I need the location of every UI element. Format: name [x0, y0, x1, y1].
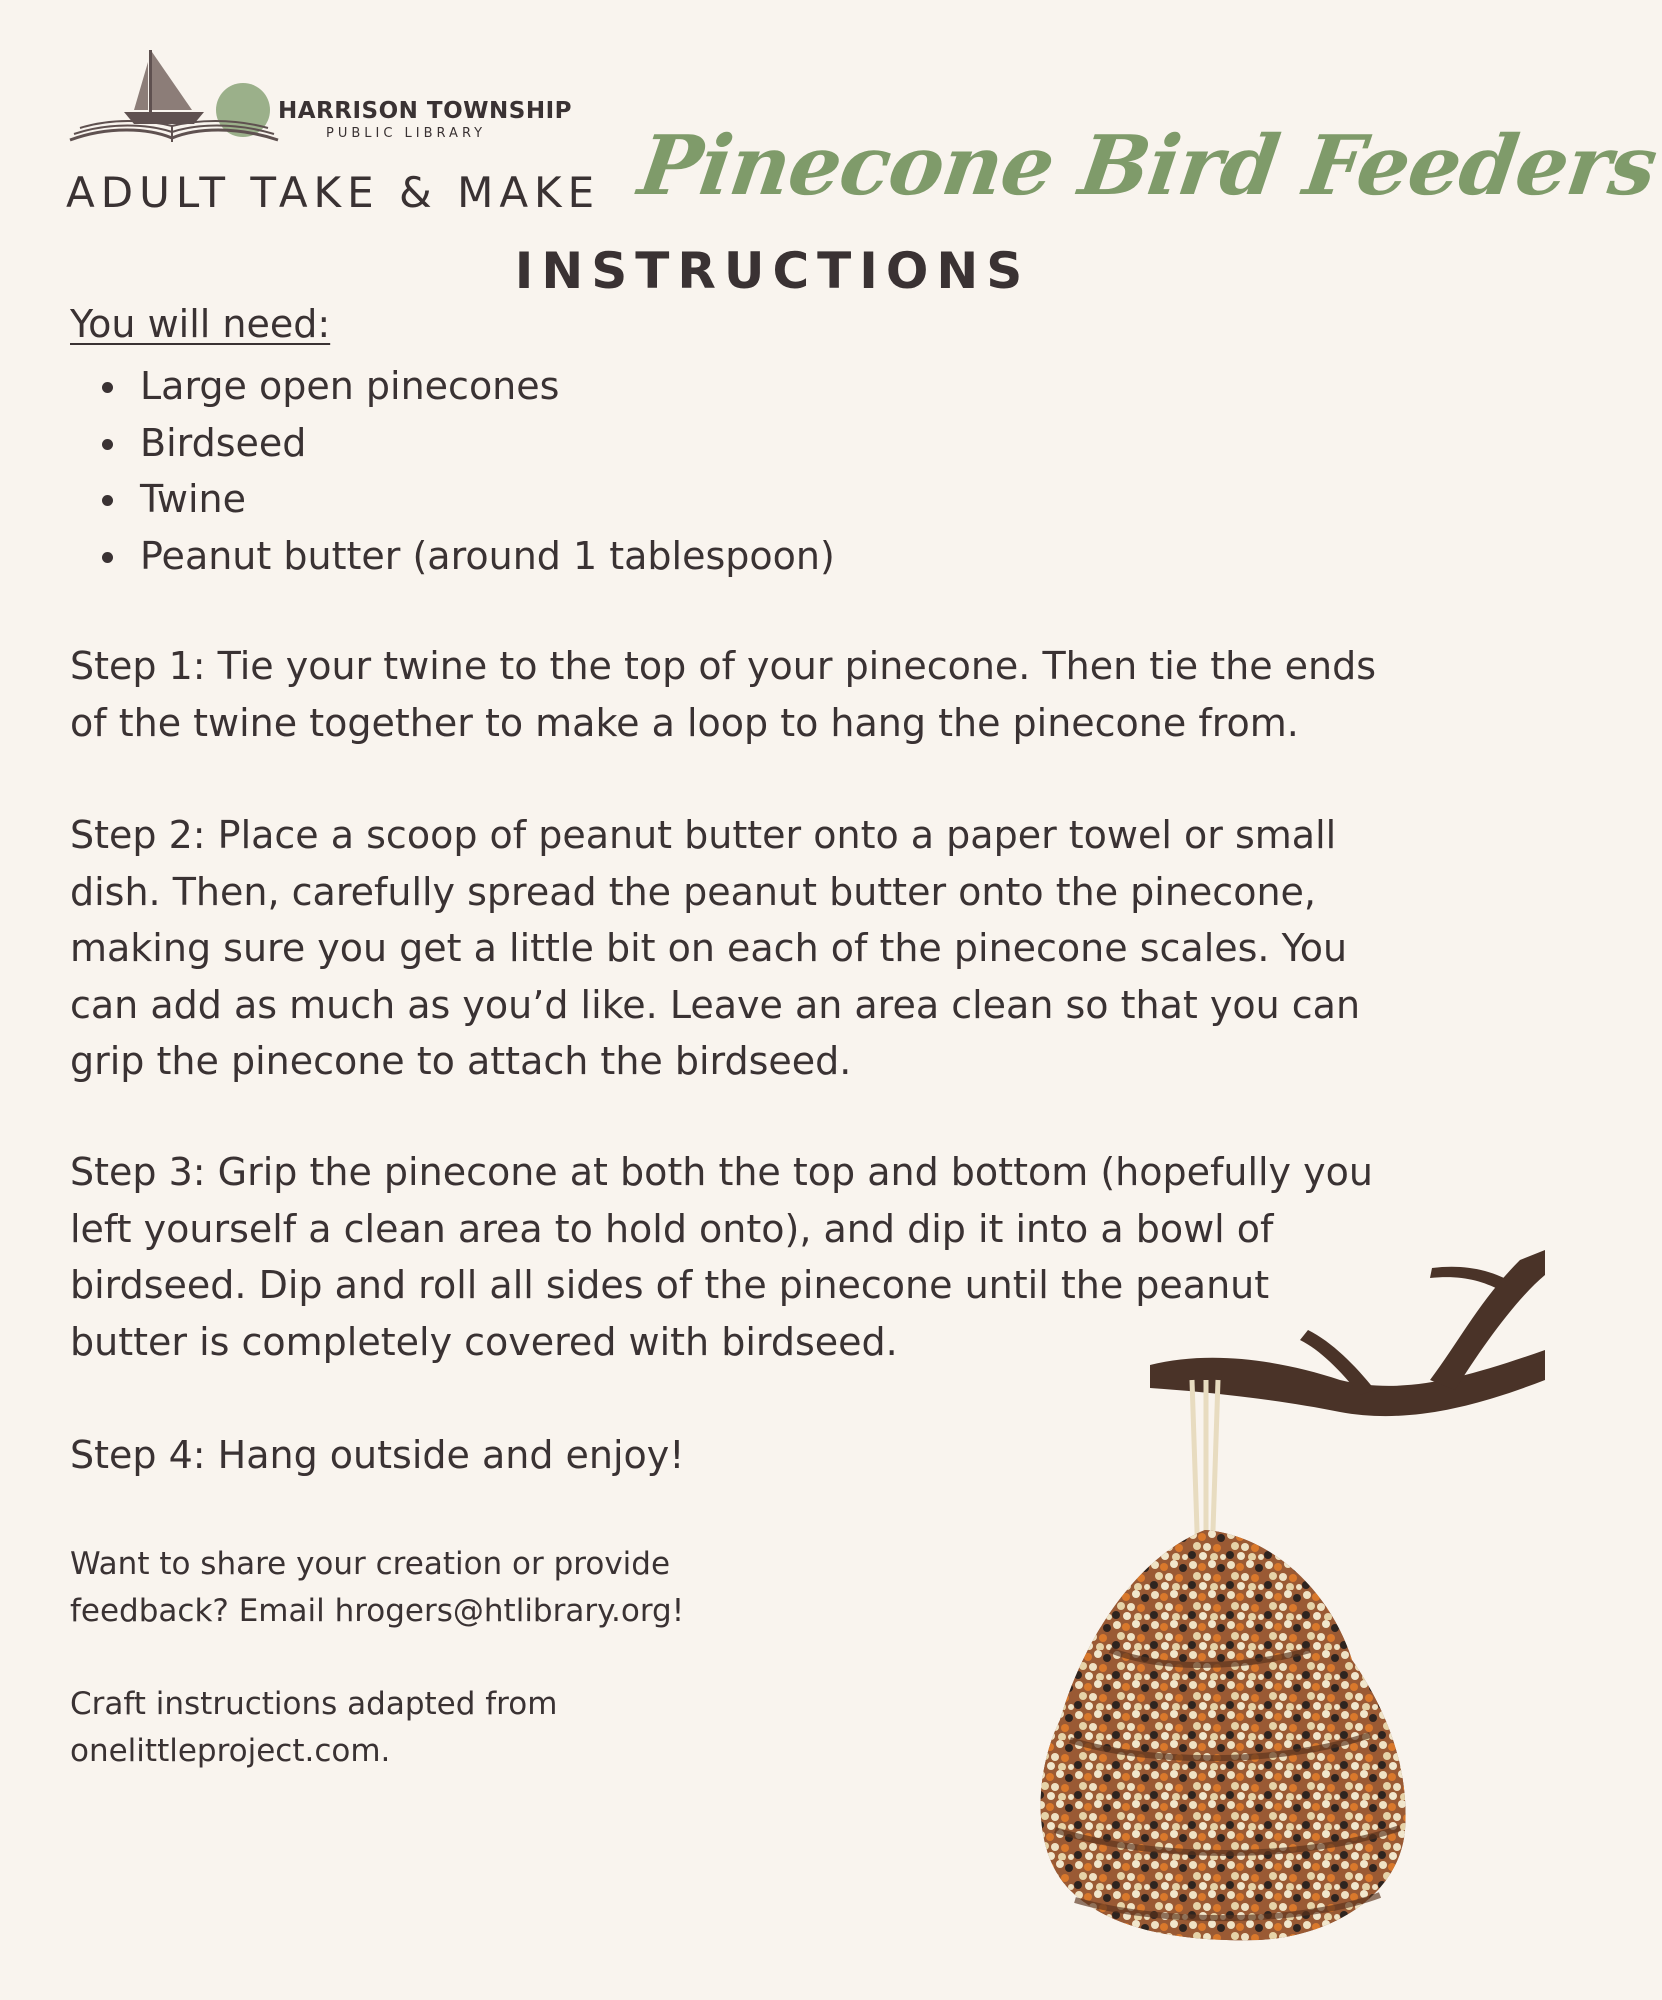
step-2: [70, 807, 1490, 1090]
credit-line: onelittleproject.com.: [70, 1733, 391, 1769]
list-item: Birdseed: [70, 415, 835, 472]
share-line: feedback? Email hrogers@htlibrary.org!: [70, 1593, 685, 1629]
share-line: Want to share your creation or provide: [70, 1546, 671, 1582]
list-item: Peanut butter (around 1 tablespoon): [70, 528, 835, 585]
library-logo: [68, 48, 572, 148]
list-item: Large open pinecones: [70, 358, 835, 415]
boat-book-icon: [68, 48, 288, 148]
step-line: Step 3: Grip the pinecone at both the top and bottom (hopefully you: [70, 1150, 1373, 1194]
section-heading: INSTRUCTIONS: [514, 242, 1031, 300]
step-line: left yourself a clean area to hold onto), and dip it into a bowl of: [70, 1206, 1274, 1251]
step-line: Step 4: Hang outside and enjoy!: [70, 1433, 685, 1477]
branch-icon: [1150, 1250, 1545, 1416]
step-line: of the twine together to make a loop to hang the pinecone from.: [70, 700, 1299, 745]
step-line: dish. Then, carefully spread the peanut butter onto the pinecone,: [70, 869, 1316, 914]
pinecone-icon: [1041, 1530, 1406, 1940]
page-title: Pinecone Bird Feeders: [633, 118, 1662, 214]
library-subtitle: PUBLIC LIBRARY: [326, 126, 487, 141]
step-line: Step 1: Tie your twine to the top of your pinecone. Then tie the ends: [70, 644, 1377, 688]
program-label: ADULT TAKE & MAKE: [66, 168, 601, 217]
credit-note: [70, 1681, 557, 1775]
step-line: grip the pinecone to attach the birdseed.: [70, 1039, 852, 1083]
list-item: Twine: [70, 471, 835, 528]
pinecone-feeder-illustration: [960, 1230, 1545, 2000]
share-note: [70, 1541, 684, 1635]
step-1: [70, 638, 1490, 751]
credit-line: Craft instructions adapted from: [70, 1686, 558, 1722]
step-line: making sure you get a little bit on each of the pinecone scales. You: [70, 926, 1348, 970]
supplies-heading: You will need:: [70, 302, 331, 346]
step-line: Step 2: Place a scoop of peanut butter onto a paper towel or small: [70, 813, 1337, 857]
step-line: can add as much as you’d like. Leave an area clean so that you can: [70, 982, 1361, 1027]
step-line: birdseed. Dip and roll all sides of the pinecone until the peanut: [70, 1263, 1270, 1307]
library-name: HARRISON TOWNSHIP: [278, 98, 572, 124]
supplies-list: [70, 358, 835, 584]
step-line: butter is completely covered with birdseed.: [70, 1319, 898, 1364]
